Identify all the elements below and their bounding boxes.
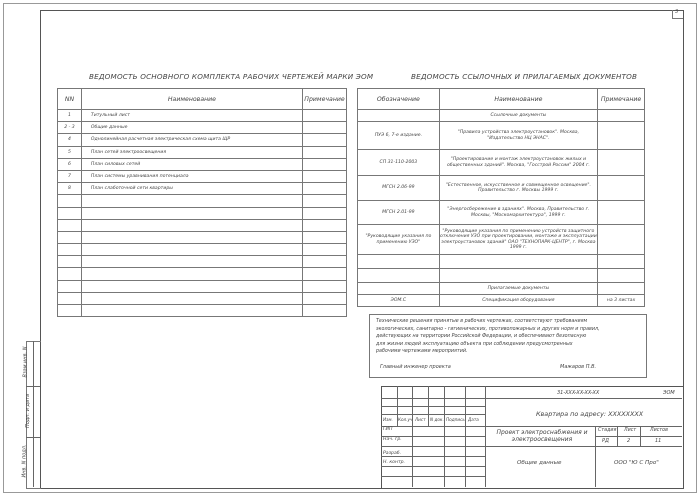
ref-note bbox=[598, 122, 645, 150]
empty-cell bbox=[358, 255, 440, 269]
row-name bbox=[81, 207, 302, 219]
sheet-title: Общие данные bbox=[517, 460, 562, 466]
empty-cell bbox=[358, 269, 440, 283]
reference-register-rows bbox=[358, 110, 645, 307]
row-number bbox=[58, 292, 82, 304]
note-line: действующих на территории Российской Федерации, и обеспечивают безопасную bbox=[376, 334, 587, 339]
row-name bbox=[81, 256, 302, 268]
col-header-note: Примечание bbox=[598, 89, 645, 110]
table-row bbox=[58, 110, 347, 122]
col-header-name: Наименование bbox=[439, 89, 597, 110]
row-number bbox=[58, 305, 82, 317]
document-mark: ЭОМ bbox=[663, 390, 675, 396]
row-note bbox=[303, 170, 347, 182]
col-header-designation: Обозначение bbox=[358, 89, 440, 110]
empty-cell bbox=[439, 255, 597, 269]
row-name bbox=[81, 244, 302, 256]
table-row bbox=[58, 305, 347, 317]
empty-cell bbox=[598, 110, 645, 122]
table-row bbox=[58, 244, 347, 256]
ref-name: "Руководящие указания по применению устройств защитного отключения УЗО при проектировании, монтаже и эксплуатации электроустановок зданий" ОАО "ТЕХНОПАРК-ЦЕНТР", г. Москва 1999 г. bbox=[439, 225, 597, 255]
table-row bbox=[58, 134, 347, 146]
stamp-line bbox=[381, 426, 682, 427]
stamp-col-head: Подпись bbox=[446, 417, 465, 422]
stamp-line bbox=[381, 476, 485, 477]
ref-name: "Правила устройства электроустановок". Москва, "Издательство НЦ ЭНАС". bbox=[439, 122, 597, 150]
row-number: 4 bbox=[58, 134, 82, 146]
stamp-col-head: Лист bbox=[415, 417, 426, 422]
stage-head: Стадия bbox=[598, 428, 617, 433]
row-number: 7 bbox=[58, 170, 82, 182]
stamp-line bbox=[381, 406, 485, 407]
row-note bbox=[303, 158, 347, 170]
spec-designation: ЭОМ.С bbox=[358, 295, 440, 307]
ref-note bbox=[598, 176, 645, 201]
drawings-register-rows bbox=[58, 110, 347, 317]
note-line: Технические решения принятые в рабочих чертежах, соответствуют требованиям bbox=[376, 319, 588, 324]
side-stamp-divider bbox=[26, 437, 40, 438]
row-number: 6 bbox=[58, 158, 82, 170]
table-row bbox=[58, 207, 347, 219]
table-row bbox=[58, 268, 347, 280]
stamp-line bbox=[381, 446, 682, 447]
sheets-head: Листов bbox=[650, 428, 668, 433]
row-note bbox=[303, 146, 347, 158]
row-number bbox=[58, 195, 82, 207]
stamp-line bbox=[381, 466, 485, 467]
ref-name: "Естественное, искусственное и совмещенное освещение". Правительство г. Москвы 1999 г. bbox=[439, 176, 597, 201]
reference-register-table bbox=[357, 88, 645, 307]
table-row bbox=[58, 170, 347, 182]
row-name bbox=[81, 219, 302, 231]
stamp-line bbox=[595, 436, 682, 437]
empty-cell bbox=[358, 110, 440, 122]
note-line: экологических, санитарно - гигиенических, противопожарных и других норм и правил, bbox=[376, 326, 600, 332]
stamp-role: Н. контр. bbox=[383, 460, 406, 465]
ref-note bbox=[598, 225, 645, 255]
note-line: рабочими чертежами мероприятий. bbox=[376, 349, 468, 354]
table-row bbox=[58, 280, 347, 292]
row-number: 2 - 3 bbox=[58, 122, 82, 134]
row-name bbox=[81, 268, 302, 280]
stamp-line bbox=[381, 414, 485, 415]
company-name: ООО "Ю С Про" bbox=[614, 460, 659, 466]
row-number bbox=[58, 256, 82, 268]
note-line: для жизни людей эксплуатацию объекта при соблюдении предусмотренных bbox=[376, 341, 573, 347]
row-note bbox=[303, 195, 347, 207]
stamp-col-head: N док. bbox=[430, 417, 444, 422]
row-note bbox=[303, 183, 347, 195]
stamp-line bbox=[485, 386, 486, 487]
table-row bbox=[58, 292, 347, 304]
spec-name: Спецификация оборудования bbox=[439, 295, 597, 307]
stamp-role: Нач. гр. bbox=[383, 437, 402, 442]
row-number bbox=[58, 219, 82, 231]
table-row bbox=[58, 231, 347, 243]
chief-engineer-name: Мажаров П.В. bbox=[560, 364, 597, 370]
ref-designation: "Руководящие указания по применению УЗО" bbox=[358, 225, 440, 255]
empty-cell bbox=[439, 269, 597, 283]
row-number bbox=[58, 231, 82, 243]
row-number bbox=[58, 280, 82, 292]
sheet-value: 2 bbox=[627, 438, 631, 444]
object-address: Квартира по адресу: XXXXXXXX bbox=[536, 410, 644, 418]
row-name bbox=[81, 195, 302, 207]
table-row bbox=[58, 122, 347, 134]
row-number: 8 bbox=[58, 183, 82, 195]
empty-cell bbox=[598, 255, 645, 269]
stamp-col-head: Кол.уч bbox=[398, 417, 413, 422]
side-stamp-label: Подп. и дата bbox=[25, 393, 32, 429]
side-stamp-label: Взам.инв. N bbox=[22, 346, 29, 378]
sheet-number: 3 bbox=[675, 9, 679, 15]
stamp-col-head: Изм. bbox=[383, 417, 393, 422]
ref-name: "Проектирование и монтаж электроустановок жилых и общественных зданий". Москва, "Госстрой России" 2004 г. bbox=[439, 150, 597, 176]
table-row bbox=[58, 183, 347, 195]
side-stamp-divider bbox=[26, 386, 40, 387]
spec-note: на 3 листах bbox=[598, 295, 645, 307]
section-att-label: Прилагаемые документы bbox=[439, 283, 597, 295]
ref-note bbox=[598, 150, 645, 176]
row-number bbox=[58, 268, 82, 280]
row-name: Однолинейная расчетная электрическая схема щита ЩР bbox=[81, 134, 302, 146]
row-name: План системы уравнивания потенциала bbox=[81, 170, 302, 182]
row-name: План силовых сетей bbox=[81, 158, 302, 170]
row-note bbox=[303, 305, 347, 317]
row-number bbox=[58, 244, 82, 256]
row-name bbox=[81, 280, 302, 292]
row-note bbox=[303, 244, 347, 256]
row-note bbox=[303, 122, 347, 134]
table-row bbox=[58, 219, 347, 231]
col-header-number: NN bbox=[58, 89, 82, 110]
drawings-register-table bbox=[57, 88, 347, 317]
document-code: 31-XXX-XX-XX-XX bbox=[557, 390, 600, 396]
ref-designation: СП 31-110-2003 bbox=[358, 150, 440, 176]
empty-cell bbox=[598, 283, 645, 295]
stamp-col-head: Дата bbox=[468, 417, 479, 422]
project-title: Проект электроснабжения и электроосвещения bbox=[496, 429, 588, 444]
stamp-role: ГИП bbox=[383, 427, 393, 432]
side-stamp-label: Инв. N подл. bbox=[21, 444, 28, 478]
row-name bbox=[81, 292, 302, 304]
row-number: 1 bbox=[58, 110, 82, 122]
row-name bbox=[81, 305, 302, 317]
row-note bbox=[303, 207, 347, 219]
note-text bbox=[376, 318, 642, 356]
row-name: План слаботочной сети квартиры bbox=[81, 183, 302, 195]
row-note bbox=[303, 268, 347, 280]
row-note bbox=[303, 231, 347, 243]
row-note bbox=[303, 110, 347, 122]
row-name: Общие данные bbox=[81, 122, 302, 134]
ref-designation: МГСН 2.01-99 bbox=[358, 201, 440, 225]
empty-cell bbox=[598, 269, 645, 283]
row-note bbox=[303, 134, 347, 146]
ref-designation: МГСН 2.06-99 bbox=[358, 176, 440, 201]
section-ref-label: Ссылочные документы bbox=[439, 110, 597, 122]
row-note bbox=[303, 292, 347, 304]
col-header-name: Наименование bbox=[81, 89, 302, 110]
row-note bbox=[303, 280, 347, 292]
row-name bbox=[81, 231, 302, 243]
ref-note bbox=[598, 201, 645, 225]
reference-register-title: ВЕДОМОСТЬ ССЫЛОЧНЫХ И ПРИЛАГАЕМЫХ ДОКУМЕНТОВ bbox=[411, 72, 638, 81]
stamp-line bbox=[381, 398, 682, 399]
row-number bbox=[58, 207, 82, 219]
row-number: 5 bbox=[58, 146, 82, 158]
row-name: План сетей электроосвещения bbox=[81, 146, 302, 158]
ref-name: "Энергосбережение в зданиях". Москва, Правительство г. Москвы, "Москомархитектура", 1999 г. bbox=[439, 201, 597, 225]
row-note bbox=[303, 219, 347, 231]
table-row bbox=[58, 146, 347, 158]
row-name: Титульный лист bbox=[81, 110, 302, 122]
sheet-head: Лист bbox=[624, 428, 637, 433]
drawings-register-title: ВЕДОМОСТЬ ОСНОВНОГО КОМПЛЕКТА РАБОЧИХ ЧЕРТЕЖЕЙ МАРКИ ЭОМ bbox=[89, 72, 374, 81]
stamp-line bbox=[381, 456, 485, 457]
stamp-role: Разраб. bbox=[383, 451, 402, 456]
table-row bbox=[58, 158, 347, 170]
side-stamp-divider bbox=[33, 341, 34, 487]
table-row bbox=[58, 256, 347, 268]
row-note bbox=[303, 256, 347, 268]
col-header-note: Примечание bbox=[303, 89, 347, 110]
table-row bbox=[58, 195, 347, 207]
empty-cell bbox=[358, 283, 440, 295]
sheets-value: 11 bbox=[655, 438, 662, 444]
ref-designation: ПУЭ 6, 7-е издание. bbox=[358, 122, 440, 150]
chief-engineer-label: Главный инженер проекта bbox=[380, 364, 451, 370]
stage-value: РД bbox=[602, 438, 609, 444]
